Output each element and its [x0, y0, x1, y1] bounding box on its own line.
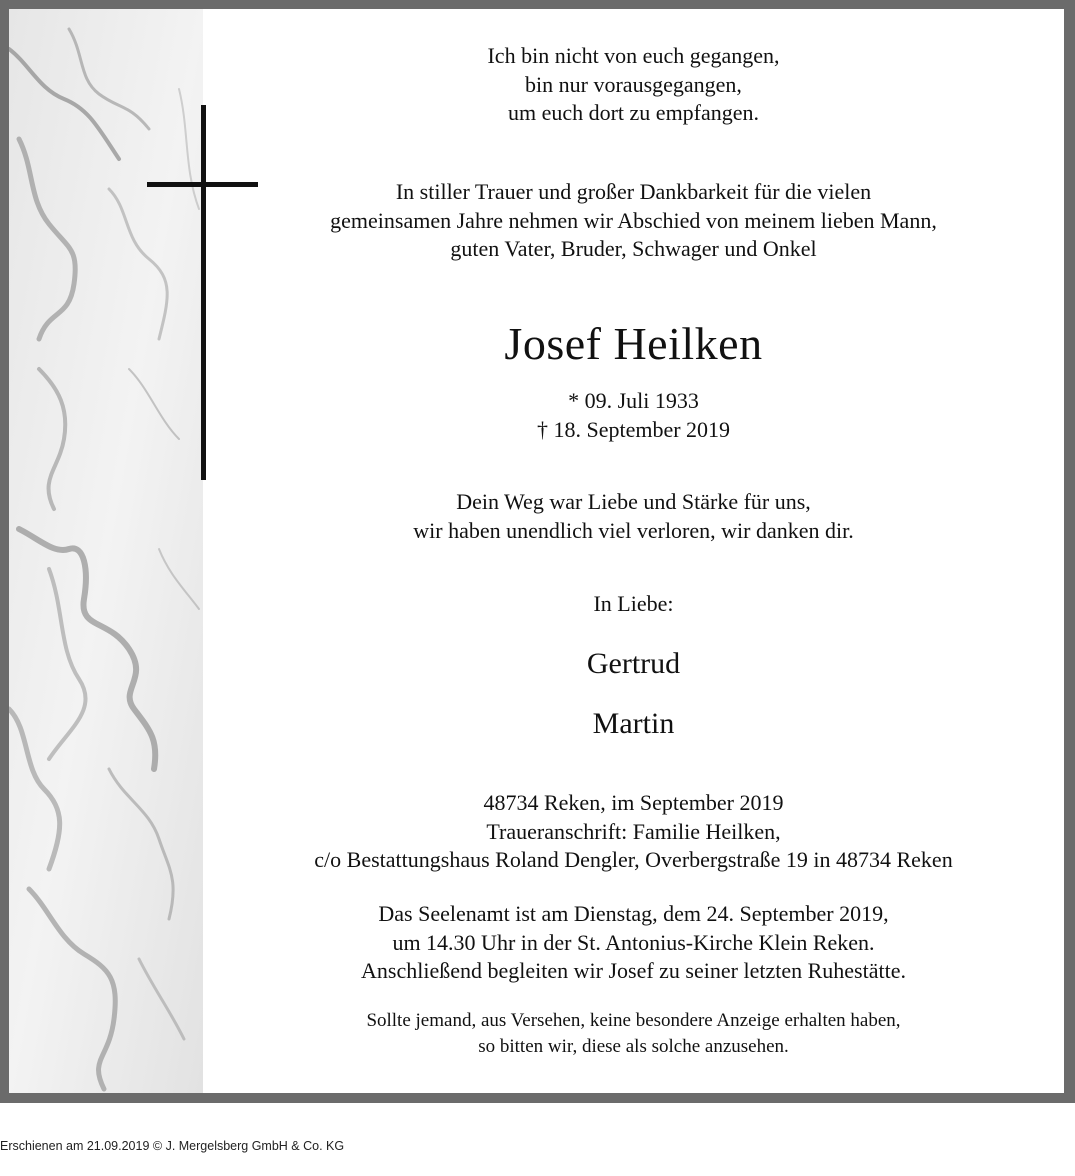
service-line: Anschließend begleiten wir Josef zu seiner letzten Ruhestätte.: [361, 958, 906, 983]
notice-line: so bitten wir, diese als solche anzusehen.: [478, 1036, 789, 1057]
address-line: Traueranschrift: Familie Heilken,: [486, 818, 781, 844]
birth-date: * 09. Juli 1933: [568, 388, 699, 413]
address-line: c/o Bestattungshaus Roland Dengler, Overbergstraße 19 in 48734 Reken: [314, 847, 953, 872]
verse-line: um euch dort zu empfangen.: [507, 100, 760, 125]
motto-line: Dein Weg war Liebe und Stärke für uns,: [456, 489, 811, 514]
address-line: 48734 Reken, im September 2019: [483, 790, 784, 815]
intro-line: gemeinsamen Jahre nehmen wir Abschied von meinem lieben Mann,: [330, 207, 937, 233]
in-love-label: In Liebe:: [593, 591, 674, 616]
notice-line: Sollte jemand, aus Versehen, keine besondere Anzeige erhalten haben,: [366, 1010, 901, 1031]
life-dates: [203, 386, 1064, 444]
verse-line: Ich bin nicht von euch gegangen,: [487, 43, 780, 68]
mourning-address: [203, 789, 1064, 875]
obituary-card: [9, 9, 1064, 1093]
marble-texture: [9, 9, 203, 1093]
verse: [203, 42, 1064, 128]
death-date: † 18. September 2019: [536, 417, 731, 442]
motto-line: wir haben unendlich viel verloren, wir danken dir.: [413, 518, 854, 543]
marble-strip: [9, 9, 203, 1093]
intro-text: [203, 178, 1064, 264]
motto: [203, 487, 1064, 545]
service-info: [203, 900, 1064, 986]
verse-line: bin nur vorausgegangen,: [525, 71, 742, 97]
service-line: um 14.30 Uhr in der St. Antonius-Kirche Klein Reken.: [392, 929, 875, 955]
notice: [203, 1008, 1064, 1060]
intro-line: In stiller Trauer und großer Dankbarkeit für die vielen: [395, 179, 872, 204]
mourner-name: Martin: [592, 707, 675, 740]
mourner-name: Gertrud: [586, 647, 681, 680]
publication-credit: Erschienen am 21.09.2019 © J. Mergelsberg GmbH & Co. KG: [0, 1139, 345, 1153]
service-line: Das Seelenamt ist am Dienstag, dem 24. September 2019,: [378, 901, 889, 926]
deceased-name: Josef Heilken: [504, 318, 763, 369]
intro-line: guten Vater, Bruder, Schwager und Onkel: [450, 236, 817, 261]
